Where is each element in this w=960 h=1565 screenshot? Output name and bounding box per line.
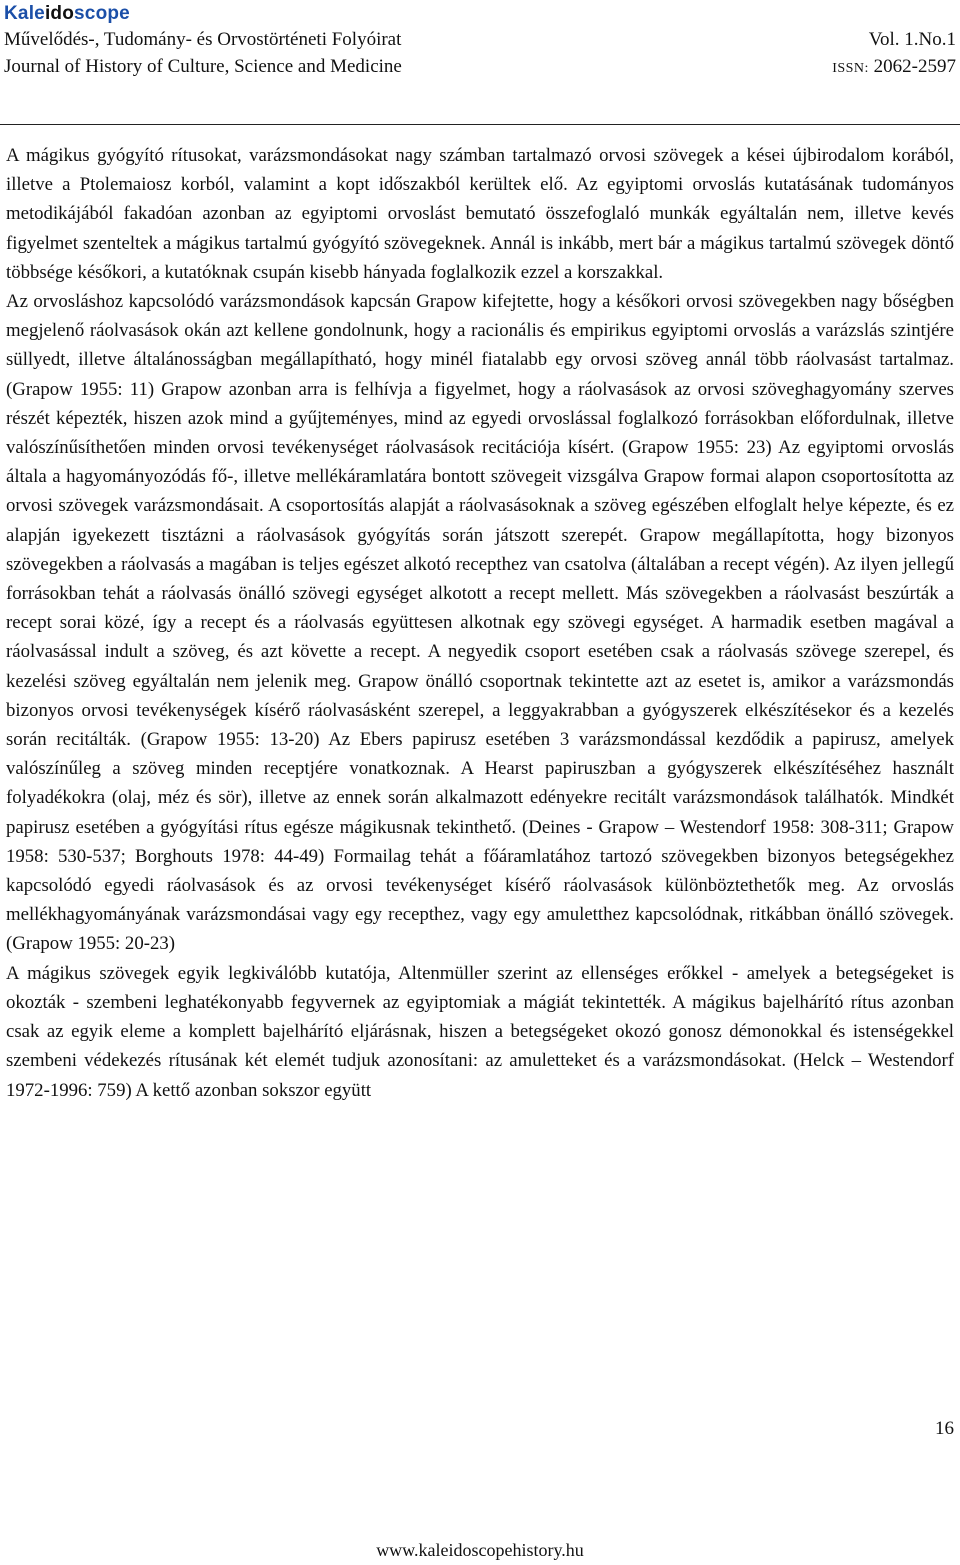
- journal-header: [4, 2, 958, 80]
- issn-number: 2062-2597: [873, 56, 956, 77]
- logo-part-2: ido: [44, 3, 75, 24]
- logo-part-1: Kale: [4, 3, 45, 24]
- paragraph-1: A mágikus gyógyító rítusokat, varázsmondásokat nagy számban tartalmazó orvosi szövegek a kései újbirodalom korából, illetve a Ptolemaiosz korból, valamint a kopt időszakból kerültek elő. Az egyiptomi orvoslás kutatásának tudományos metodikájából fakadóan azonban az egyiptomi orvoslást bemutató összefoglaló munkák egyáltalán nem, illetve kevés figyelmet szenteltek a mágikus tartalmú gyógyító szövegeknek. Annál is inkább, mert bár a mágikus tartalmú szövegek döntő többsége későkori, a kutatóknak csupán kisebb hányada foglalkozik ezzel a korszakkal.: [6, 145, 954, 283]
- article-body: [6, 141, 954, 1105]
- issn-label: ISSN:: [832, 61, 869, 76]
- journal-title-hu: Művelődés-, Tudomány- és Orvostörténeti Folyóirat: [4, 29, 402, 50]
- volume-label: Vol. 1.No.1: [868, 29, 956, 50]
- header-row-2: [4, 53, 958, 80]
- journal-logo: [4, 2, 958, 26]
- logo-part-3: scope: [74, 3, 130, 24]
- header-divider: [0, 124, 960, 125]
- journal-title-en: Journal of History of Culture, Science and Medicine: [4, 56, 402, 77]
- issn: [832, 53, 958, 82]
- paragraph-2: Az orvosláshoz kapcsolódó varázsmondások kapcsán Grapow kifejtette, hogy a későkori orvosi szövegekben nagy bőségben megjelenő ráolvasások okán azt kellene gondolnunk, hogy a racionális és empirikus egyiptomi orvoslás a varázslás szintjére süllyedt, illetve általánosságban megállapítható, hogy minél fiatalabb egy orvosi szöveg annál több ráolvasást tartalmaz. (Grapow 1955: 11) Grapow azonban arra is felhívja a figyelmet, hogy a ráolvasások az orvosi szöveghagyomány szerves részét képezték, hiszen azok mind a gyűjteményes, mind az egyedi orvoslással foglalkozó forrásokban előfordulnak, illetve valószínűsíthetően minden orvosi tevékenységet ráolvasások recitációja kísért. (Grapow 1955: 23) Az egyiptomi orvoslás általa a hagyományozódás fő-, illetve mellékáramlatára bontott szövegeit vizsgálva Grapow formai alapon csoportosította az orvosi szövegek varázsmondásait. A csoportosítás alapját a ráolvasásoknak a szöveg egészében elfoglalt helye képezte, és ez alapján igyekezett tisztázni a ráolvasások gyógyítás során játszott szerepét. Grapow megállapította, hogy bizonyos szövegekben a ráolvasás a magában is teljes egészet alkotó recepthez van csatolva (általában a recept végén). Az ilyen jellegű forrásokban tehát a ráolvasás önálló szövegi egységet alkotott a recept mellett. Más szövegekben a ráolvasást beszúrták a recept sorai közé, így a recept és a ráolvasás együttesen alkotnak egy szövegi egységet. A harmadik esetben magával a ráolvasással indult a szöveg, és azt követte a recept. A negyedik csoport esetében csak a ráolvasás szövege szerepel, és kezelési szöveg egyáltalán nem jelenik meg. Grapow önálló csoportnak tekintette azt az esetet is, amikor a varázsmondás bizonyos orvosi tevékenységek kísérő ráolvasásként szerepel, a leggyakrabban a gyógyszerek elkészítésekor és a kezelés során recitálták. (Grapow 1955: 13-20) Az Ebers papirusz esetében 3 varázsmondással kezdődik a papirusz, amelyek valószínűleg a szöveg minden receptjére vonatkoznak. A Hearst papiruszban a gyógyszerek elkészítéséhez használt folyadékokra (olaj, méz és sör), illetve az ennek során alkalmazott edényekre recitált varázsmondások találhatók. Mindkét papirusz esetében a gyógyítási rítus egésze mágikusnak tekinthető. (Deines - Grapow – Westendorf 1958: 308-311; Grapow 1958: 530-537; Borghouts 1978: 44-49) Formailag tehát a főáramlatához tartozó szövegekben bizonyos betegségekhez kapcsolódó egyedi ráolvasások és az orvosi tevékenységet kísérő ráolvasások különböztethetők meg. Az orvoslás mellékhagyományának varázsmondásai vagy egy recepthez, vagy egy amuletthez kapcsolódnak, ritkábban önálló szövegek. (Grapow 1955: 20-23): [6, 291, 954, 955]
- header-row-1: [4, 26, 958, 53]
- page-number: 16: [935, 1418, 954, 1439]
- footer-url[interactable]: www.kaleidoscopehistory.hu: [376, 1540, 584, 1560]
- paragraph-3: A mágikus szövegek egyik legkiválóbb kutatója, Altenmüller szerint az ellenséges erőkkel - amelyek a betegségeket is okozták - szembeni leghatékonyabb fegyvernek az egyiptomiak a mágiát tekintették. A mágikus bajelhárító rítus azonban csak az egyik eleme a komplett bajelhárító eljárásnak, hiszen a betegségeket okozó gonosz démonokkal és istenségekkel szembeni védekezés rítusának két elemét tudjuk azonosítani: az amuletteket és a varázsmondásokat. (Helck – Westendorf 1972-1996: 759) A kettő azonban sokszor együtt: [6, 962, 954, 1101]
